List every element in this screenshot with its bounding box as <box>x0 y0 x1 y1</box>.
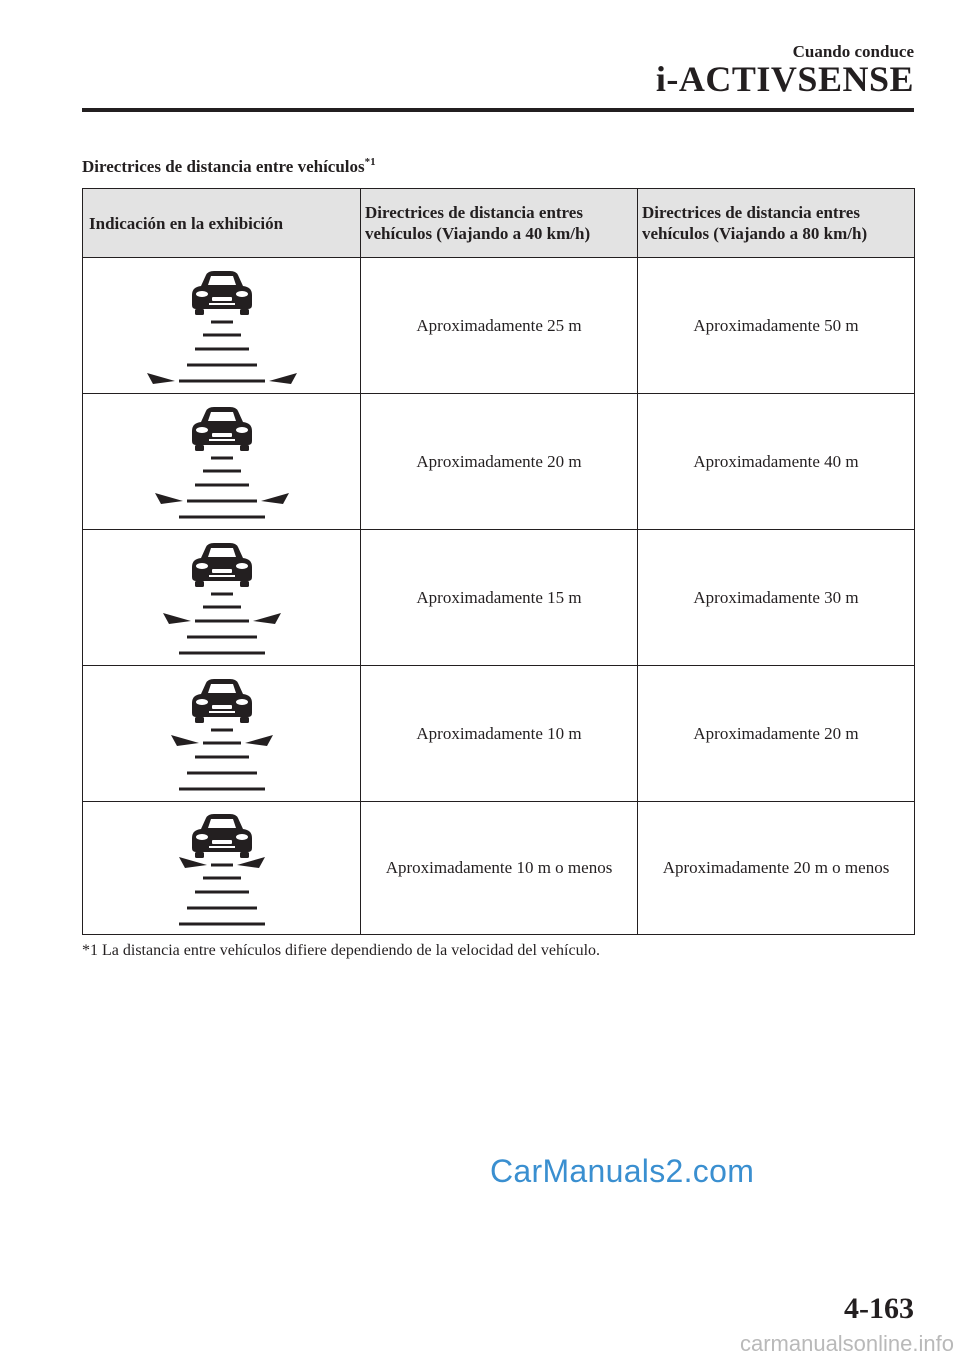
car-headlight-left <box>196 427 208 433</box>
chapter-label: Cuando conduce <box>792 42 914 61</box>
car-windshield <box>208 276 236 285</box>
car-wheel-left <box>195 717 204 723</box>
distance-bar <box>195 756 249 759</box>
source-site-watermark: carmanualsonline.info <box>739 1331 954 1356</box>
distance-marker-right-icon <box>269 373 297 384</box>
indicator-cell <box>83 394 361 530</box>
car-wheel-left <box>195 852 204 858</box>
car-grille <box>212 569 232 573</box>
column-header-80kmh: Directrices de distancia entres vehículos (Viajando a 80 km/h) <box>638 189 915 258</box>
distance-bar <box>211 863 233 866</box>
distance-indicator-icon <box>137 399 307 524</box>
distance-marker-left-icon <box>179 857 207 868</box>
distance-bar <box>211 729 233 732</box>
car-headlight-left <box>196 699 208 705</box>
distance-bar <box>195 484 249 487</box>
distance-bar <box>211 593 233 596</box>
footnote-marker: *1 <box>364 156 376 168</box>
distance-bar <box>211 457 233 460</box>
distance-bar <box>179 380 265 383</box>
distance-bar <box>179 788 265 791</box>
car-grille <box>212 297 232 301</box>
indicator-cell <box>83 258 361 394</box>
distance-bar <box>203 606 241 609</box>
car-wheel-right <box>240 581 249 587</box>
distance-indicator-icon <box>137 263 307 388</box>
car-bumper-line <box>209 439 235 441</box>
distance-40kmh: Aproximadamente 15 m <box>361 530 638 666</box>
car-wheel-left <box>195 581 204 587</box>
car-headlight-right <box>236 834 248 840</box>
car-headlight-right <box>236 291 248 297</box>
distance-bar <box>187 772 257 775</box>
distance-40kmh: Aproximadamente 10 m o menos <box>361 802 638 935</box>
car-bumper-line <box>209 575 235 577</box>
page-number: 4-163 <box>844 1292 914 1325</box>
distance-40kmh: Aproximadamente 25 m <box>361 258 638 394</box>
distance-bar <box>179 516 265 519</box>
distance-indicator-icon <box>137 806 307 931</box>
distance-bar <box>203 742 241 745</box>
car-grille <box>212 433 232 437</box>
footnote: *1 La distancia entre vehículos difiere dependiendo de la velocidad del vehículo. <box>82 942 601 959</box>
header-divider <box>82 108 914 112</box>
distance-marker-right-icon <box>261 493 289 504</box>
table-title <box>82 156 376 177</box>
distance-80kmh: Aproximadamente 40 m <box>638 394 915 530</box>
distance-80kmh: Aproximadamente 50 m <box>638 258 915 394</box>
table-row <box>83 258 915 394</box>
car-wheel-right <box>240 717 249 723</box>
distance-marker-right-icon <box>253 613 281 624</box>
distance-80kmh: Aproximadamente 20 m o menos <box>638 802 915 935</box>
section-heading: i-ACTIVSENSE <box>655 59 914 99</box>
distance-marker-left-icon <box>155 493 183 504</box>
car-bumper-line <box>209 846 235 848</box>
distance-bar <box>179 652 265 655</box>
car-front-icon <box>192 543 252 587</box>
indicator-cell <box>83 802 361 935</box>
car-headlight-right <box>236 563 248 569</box>
distance-bar <box>211 321 233 324</box>
car-wheel-right <box>240 309 249 315</box>
distance-bar <box>187 364 257 367</box>
distance-bar <box>187 906 257 909</box>
distance-40kmh: Aproximadamente 10 m <box>361 666 638 802</box>
car-windshield <box>208 819 236 828</box>
car-windshield <box>208 548 236 557</box>
distance-bar <box>187 636 257 639</box>
table-row <box>83 394 915 530</box>
table-title-text: Directrices de distancia entre vehículos <box>82 157 365 176</box>
car-wheel-right <box>240 852 249 858</box>
distance-marker-left-icon <box>163 613 191 624</box>
distance-bar <box>179 922 265 925</box>
car-headlight-left <box>196 834 208 840</box>
table-header-row <box>83 189 915 258</box>
car-wheel-right <box>240 445 249 451</box>
distance-bar <box>203 876 241 879</box>
table-row <box>83 802 915 935</box>
indicator-cell <box>83 666 361 802</box>
distance-guide-table <box>82 188 915 935</box>
car-bumper-line <box>209 711 235 713</box>
distance-indicator-icon <box>137 671 307 796</box>
car-headlight-right <box>236 699 248 705</box>
column-header-indicator: Indicación en la exhibición <box>83 189 361 258</box>
distance-marker-right-icon <box>237 857 265 868</box>
distance-marker-right-icon <box>245 735 273 746</box>
car-windshield <box>208 684 236 693</box>
distance-40kmh: Aproximadamente 20 m <box>361 394 638 530</box>
distance-bar <box>203 470 241 473</box>
distance-bar <box>195 348 249 351</box>
table-row <box>83 666 915 802</box>
car-headlight-left <box>196 291 208 297</box>
car-wheel-left <box>195 445 204 451</box>
table-row <box>83 530 915 666</box>
car-headlight-left <box>196 563 208 569</box>
column-header-40kmh: Directrices de distancia entres vehículos (Viajando a 40 km/h) <box>361 189 638 258</box>
car-windshield <box>208 412 236 421</box>
distance-bar <box>195 620 249 623</box>
car-grille <box>212 840 232 844</box>
distance-bar <box>203 334 241 337</box>
distance-marker-left-icon <box>171 735 199 746</box>
car-front-icon <box>192 407 252 451</box>
car-headlight-right <box>236 427 248 433</box>
distance-bar <box>187 500 257 503</box>
car-bumper-line <box>209 303 235 305</box>
car-grille <box>212 705 232 709</box>
distance-80kmh: Aproximadamente 30 m <box>638 530 915 666</box>
car-front-icon <box>192 271 252 315</box>
car-front-icon <box>192 679 252 723</box>
distance-indicator-icon <box>137 535 307 660</box>
distance-80kmh: Aproximadamente 20 m <box>638 666 915 802</box>
car-front-icon <box>192 814 252 858</box>
car-wheel-left <box>195 309 204 315</box>
distance-marker-left-icon <box>147 373 175 384</box>
watermark-logo: CarManuals2.com <box>490 1153 755 1189</box>
distance-bar <box>195 890 249 893</box>
indicator-cell <box>83 530 361 666</box>
